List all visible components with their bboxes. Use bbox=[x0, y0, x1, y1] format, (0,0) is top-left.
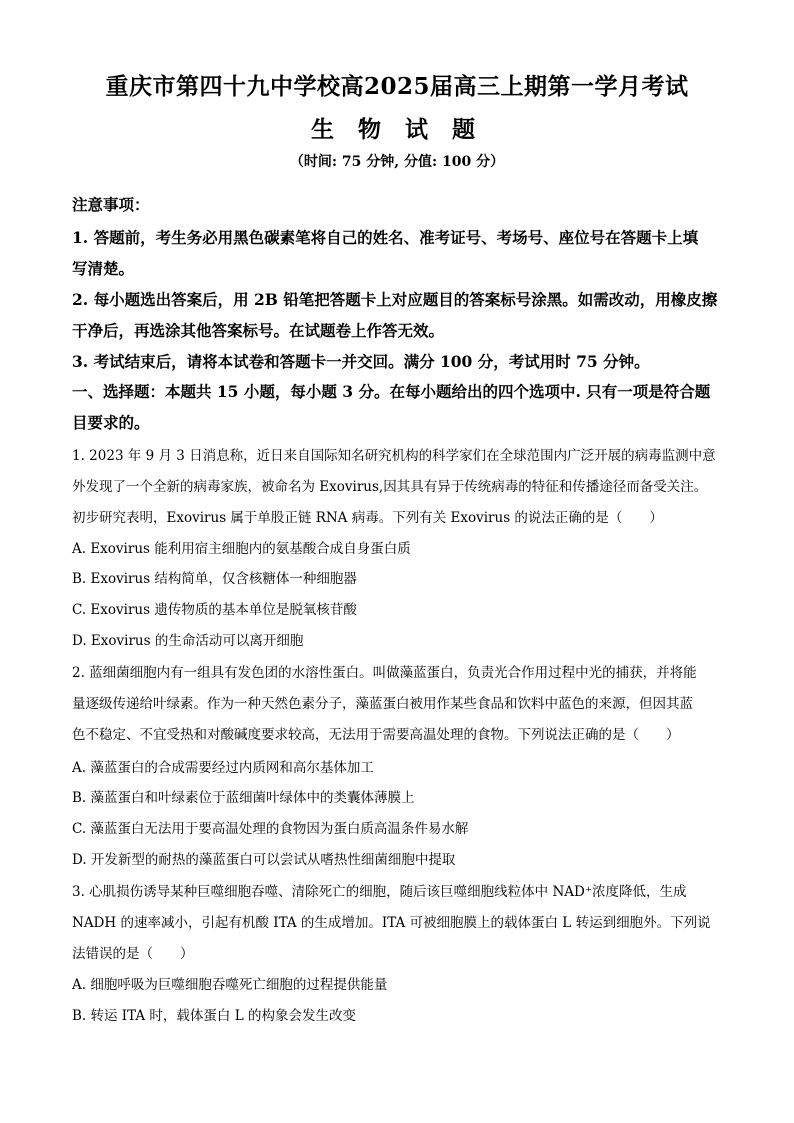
question-3-stem-2: NADH 的速率减小，引起有机酸 ITA 的生成增加。ITA 可被细胞膜上的载体蛋白 L 转运到细胞外。下列说 bbox=[72, 915, 711, 931]
question-1-option-d: D. Exovirus 的生命活动可以离开细胞 bbox=[72, 633, 304, 649]
section-heading: 一、选择题：本题共 15 小题，每小题 3 分。在每小题给出的四个选项中. 只有一项是符合题 bbox=[72, 382, 711, 401]
notice-item-1: 1. 答题前，考生务必用黑色碳素笔将自己的姓名、准考证号、考场号、座位号在答题卡上填 bbox=[72, 228, 699, 247]
question-1-option-c: C. Exovirus 遗传物质的基本单位是脱氧核苷酸 bbox=[72, 602, 357, 618]
question-1-stem-2: 外发现了一个全新的病毒家族，被命名为 Exovirus,因其具有异于传统病毒的特征和传播途径而备受关注。 bbox=[72, 479, 708, 495]
notice-heading: 注意事项： bbox=[72, 195, 150, 214]
time-score-info: （时间: 75 分钟, 分值: 100 分） bbox=[289, 154, 505, 170]
subject-title: 生 物 试 题 bbox=[310, 116, 484, 143]
question-2-stem-2: 量逐级传递给叶绿素。作为一种天然色素分子，藻蓝蛋白被用作某些食品和饮料中蓝色的来源，但因其蓝 bbox=[72, 696, 693, 712]
question-3-stem-3: 法错误的是（ ） bbox=[72, 946, 194, 962]
question-2-stem-3: 色不稳定、不宜受热和对酸碱度要求较高，无法用于需要高温处理的食物。下列说法正确的是（ ） bbox=[72, 727, 680, 743]
notice-item-1-cont: 写清楚。 bbox=[72, 259, 135, 278]
question-1-option-b: B. Exovirus 结构简单，仅含核糖体一种细胞器 bbox=[72, 571, 357, 587]
section-heading-cont: 目要求的。 bbox=[72, 413, 150, 432]
question-2-option-b: B. 藻蓝蛋白和叶绿素位于蓝细菌叶绿体中的类囊体薄膜上 bbox=[72, 790, 415, 806]
notice-item-2: 2. 每小题选出答案后，用 2B 铅笔把答题卡上对应题目的答案标号涂黑。如需改动，用橡皮擦 bbox=[72, 290, 718, 309]
question-1-stem-3: 初步研究表明，Exovirus 属于单股正链 RNA 病毒。下列有关 Exovirus 的说法正确的是（ ） bbox=[72, 510, 663, 526]
school-exam-title: 重庆市第四十九中学校高2025届高三上期第一学月考试 bbox=[105, 73, 689, 100]
question-3-stem: 3. 心肌损伤诱导某种巨噬细胞吞噬、清除死亡的细胞，随后该巨噬细胞线粒体中 NAD⁺浓度降低，生成 bbox=[72, 884, 687, 900]
question-1-stem: 1. 2023 年 9 月 3 日消息称，近日来自国际知名研究机构的科学家们在全球范围内广泛开展的病毒监测中意 bbox=[72, 448, 716, 464]
notice-item-2-cont: 干净后，再选涂其他答案标号。在试题卷上作答无效。 bbox=[72, 321, 445, 340]
question-3-option-b: B. 转运 ITA 时，载体蛋白 L 的构象会发生改变 bbox=[72, 1008, 356, 1024]
question-2-stem: 2. 蓝细菌细胞内有一组具有发色团的水溶性蛋白。叫做藻蓝蛋白，负责光合作用过程中光的捕获，并将能 bbox=[72, 665, 697, 681]
question-3-option-a: A. 细胞呼吸为巨噬细胞吞噬死亡细胞的过程提供能量 bbox=[72, 977, 388, 993]
notice-item-3: 3. 考试结束后，请将本试卷和答题卡一并交回。满分 100 分，考试用时 75 分钟。 bbox=[72, 352, 650, 371]
question-2-option-c: C. 藻蓝蛋白无法用于要高温处理的食物因为蛋白质高温条件易水解 bbox=[72, 821, 469, 837]
question-1-option-a: A. Exovirus 能利用宿主细胞内的氨基酸合成自身蛋白质 bbox=[72, 541, 411, 557]
question-2-option-a: A. 藻蓝蛋白的合成需要经过内质网和高尔基体加工 bbox=[72, 760, 374, 776]
question-2-option-d: D. 开发新型的耐热的藻蓝蛋白可以尝试从嗜热性细菌细胞中提取 bbox=[72, 852, 456, 868]
